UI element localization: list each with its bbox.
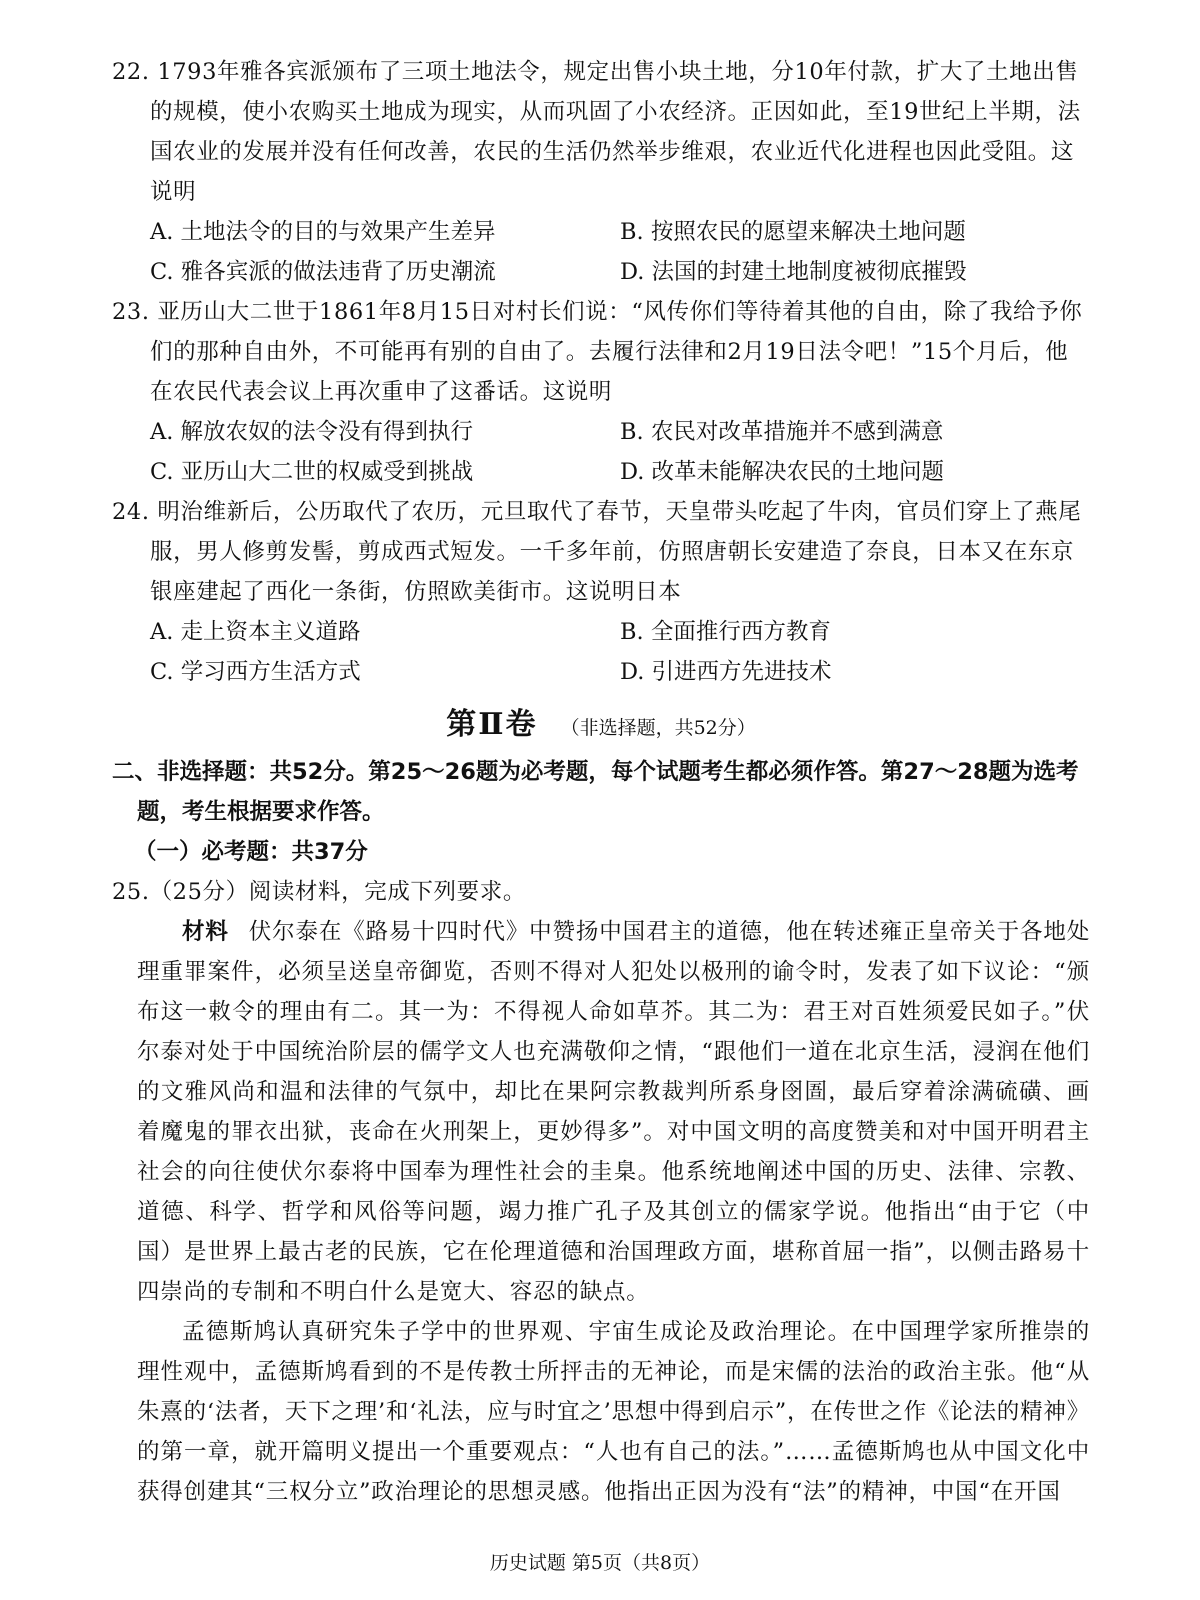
material-text-1: 伏尔泰在《路易十四时代》中赞扬中国君主的道德，他在转述雍正皇帝关于各地处理重罪案件，必须呈送皇帝御览，否则不得对人犯处以极刑的谕令时，发表了如下议论：“颁布这一敕令的理由有二。其一为：不得视人命如草芥。其二为：君王对百姓须爱民如子。”伏尔泰对处于中国统治阶层的儒学文人也充满敬仰之情，“跟他们一道在北京生活，浸润在他们的文雅风尚和温和法律的气氛中，却比在果阿宗教裁判所系身囹圄，最后穿着涂满硫磺、画着魔鬼的罪衣出狱，丧命在火刑架上，更妙得多”。对中国文明的高度赞美和对中国开明君主社会的向往使伏尔泰将中国奉为理性社会的圭臬。他系统地阐述中国的历史、法律、宗教、道德、科学、哲学和风俗等问题，竭力推广孔子及其创立的儒家学说。他指出“由于它（中国）是世界上最古老的民族，它在伦理道德和治国理政方面，堪称首屈一指”，以侧击路易十四崇尚的专制和不明白什么是宽大、容忍的缺点。 — [137, 919, 1090, 1305]
options-grid — [112, 212, 1090, 292]
section-instruction: 二、非选择题：共52分。第25～26题为必考题，每个试题考生都必须作答。第27～28题为选考题，考生根据要求作答。 — [112, 759, 1079, 825]
option-a: A. 走上资本主义道路 — [150, 619, 361, 645]
option-c: C. 雅各宾派的做法违背了历史潮流 — [150, 259, 496, 285]
question-24 — [112, 492, 1090, 692]
material-paragraph-2: 孟德斯鸠认真研究朱子学中的世界观、宇宙生成论及政治理论。在中国理学家所推崇的理性观中，孟德斯鸠看到的不是传教士所抨击的无神论，而是宋儒的法治的政治主张。他“从朱熹的‘法者，天下之理’和‘礼法，应与时宜之’思想中得到启示”，在传世之作《论法的精神》的第一章，就开篇明义提出一个重要观点：“人也有自己的法。”……孟德斯鸠也从中国文化中获得创建其“三权分立”政治理论的思想灵感。他指出正因为没有“法”的精神，中国“在开国 — [137, 1319, 1090, 1505]
material-label: 材料 — [182, 919, 229, 945]
option-b: B. 农民对改革措施并不感到满意 — [620, 419, 944, 445]
option-d: D. 引进西方先进技术 — [620, 659, 832, 685]
option-c: C. 学习西方生活方式 — [150, 659, 361, 685]
section-heading: 第Ⅱ卷 — [446, 707, 538, 742]
question-25 — [112, 872, 1090, 1512]
page-footer: 历史试题 第5页（共8页） — [489, 1552, 711, 1574]
options-grid — [112, 412, 1090, 492]
option-b: B. 按照农民的愿望来解决土地问题 — [620, 219, 966, 245]
question-stem: 22. 1793年雅各宾派颁布了三项土地法令，规定出售小块土地，分10年付款，扩大了土地出售的规模，使小农购买土地成为现实，从而巩固了小农经济。正因如此，至19世纪上半期，法国农业的发展并没有任何改善，农民的生活仍然举步维艰，农业近代化进程也因此受阻。这说明 — [112, 59, 1081, 205]
question-stem: 23. 亚历山大二世于1861年8月15日对村长们说：“风传你们等待着其他的自由，除了我给予你们的那种自由外，不可能再有别的自由了。去履行法律和2月19日法令吧！”15个月后，他在农民代表会议上再次重申了这番话。这说明 — [112, 299, 1083, 405]
option-d: D. 改革未能解决农民的土地问题 — [620, 459, 945, 485]
option-a: A. 土地法令的目的与效果产生差异 — [150, 219, 496, 245]
option-a: A. 解放农奴的法令没有得到执行 — [150, 419, 474, 445]
option-c: C. 亚历山大二世的权威受到挑战 — [150, 459, 474, 485]
options-grid — [112, 612, 1090, 692]
question-stem: 25.（25分）阅读材料，完成下列要求。 — [112, 879, 526, 905]
section-subtitle: （非选择题，共52分） — [560, 717, 756, 739]
material-paragraph-1 — [112, 912, 1090, 1312]
section-title — [112, 698, 1090, 752]
required-heading: （一）必考题：共37分 — [134, 839, 368, 865]
option-d: D. 法国的封建土地制度被彻底摧毁 — [620, 259, 967, 285]
question-23 — [112, 292, 1090, 492]
question-22 — [112, 52, 1090, 292]
question-stem: 24. 明治维新后，公历取代了农历，元旦取代了春节，天皇带头吃起了牛肉，官员们穿上了燕尾服，男人修剪发髻，剪成西式短发。一千多年前，仿照唐朝长安建造了奈良，日本又在东京银座建起了西化一条街，仿照欧美街市。这说明日本 — [112, 499, 1082, 605]
option-b: B. 全面推行西方教育 — [620, 619, 831, 645]
